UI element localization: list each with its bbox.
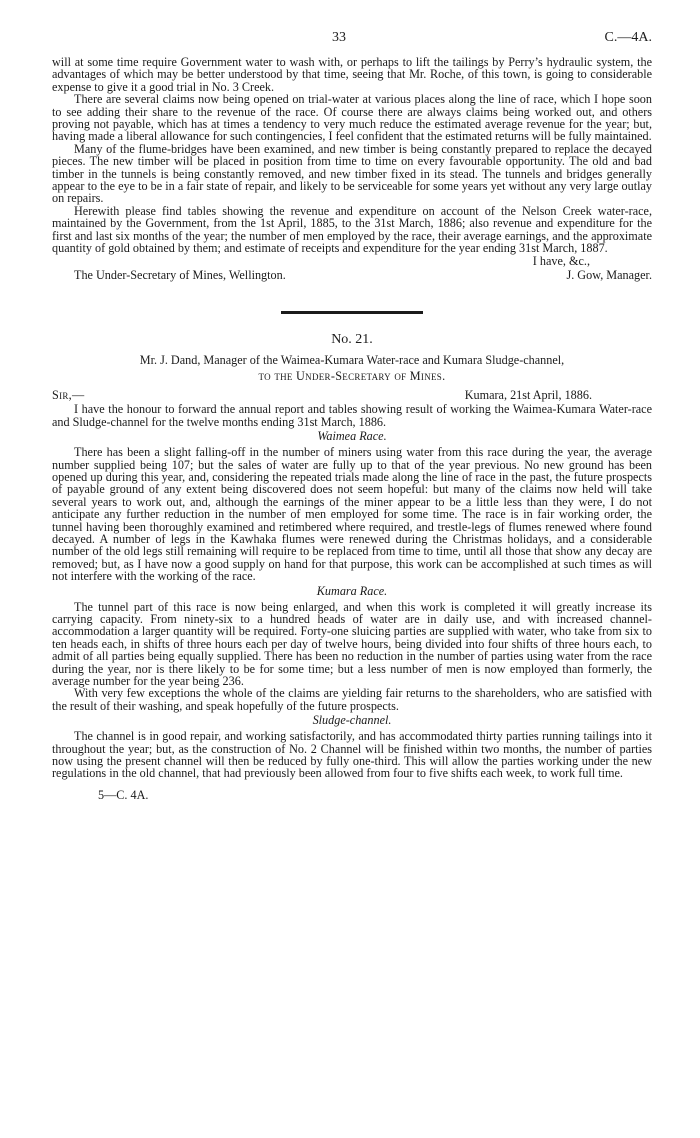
document-reference: C.—4A. bbox=[604, 30, 652, 45]
document-number: No. 21. bbox=[331, 331, 373, 347]
heading-kumara-race: Kumara Race. bbox=[316, 583, 388, 598]
paragraph-flume-bridges: Many of the flume-bridges have been examined, and new timber is being constantly prepared to replace the decayed pieces. The new timber will be placed in position from time to time on every favourable opportunity. The old and bad timber in the tunnels is being constantly removed, and new timber fixed in its stead. The tunnels and bridges generally appear to the eye to be in a fair state of repair, and likely to be serviceable for some years yet without any very large outlay on repairs. bbox=[52, 141, 652, 206]
place-date: Kumara, 21st April, 1886. bbox=[464, 388, 592, 403]
heading-waimea-race: Waimea Race. bbox=[317, 429, 387, 444]
signature-line bbox=[52, 269, 652, 283]
document-page bbox=[52, 30, 652, 803]
addressee: The Under-Secretary of Mines, Wellington. bbox=[74, 267, 286, 282]
signoff: I have, &c., bbox=[532, 253, 590, 268]
signoff-line bbox=[52, 255, 652, 268]
paragraph-continued: will at some time require Government water to wash with, or perhaps to lift the tailings by Perry’s hydraulic system, the advantages of which may be better understood by that time, seeing that Mr. Roche, of this town, is going to considerable expense to give it a good trial in No. 3 Creek. bbox=[52, 55, 652, 94]
paragraph-intro: I have the honour to forward the annual report and tables showing result of working the Waimea-Kumara Water-race and Sludge-channel for the twelve months ending 31st March, 1886. bbox=[52, 402, 652, 429]
salutation: Sir,— bbox=[52, 388, 85, 403]
paragraph-kumara-2: With very few exceptions the whole of the claims are yielding fair returns to the shareholders, who are satisfied with the result of their washing, and speak hopefully of the future prospects. bbox=[52, 686, 652, 713]
paragraph-sludge: The channel is in good repair, and working satisfactorily, and has accommodated thirty parties running tailings into it throughout the year; but, as the construction of No. 2 Channel will be finished within two months, the number of parties now using the present channel will then be reduced by fully one-third. This will allow the parties working under the new regulations in the old channel, that had previously been allowed from four to five shifts each week, to work full time. bbox=[52, 729, 652, 781]
paragraph-tables: Herewith please find tables showing the revenue and expenditure on account of the Nelson Creek water-race, maintained by the Government, from the 1st April, 1885, to the 31st March, 1886; also revenue and expenditure for the first and last six months of the year; the number of men employed by the race, their average earnings, and the approximate quantity of gold obtained by them; and estimate of receipts and expenditure for the year ending 31st March, 1887. bbox=[52, 203, 652, 256]
signature: J. Gow, Manager. bbox=[566, 267, 652, 282]
paragraph-kumara-1: The tunnel part of this race is now being enlarged, and when this work is completed it will greatly increase its carrying capacity. From ninety-six to a hundred heads of water are in daily use, and with increased channel-accommodation a larger quantity will be required. Forty-one sluicing parties are supplied with water, who take from six to ten heads each, in shifts of three hours each per day of twelve hours, being divided into four shifts of three hours each, to admit of all parties being equally supplied. There has been no reduction in the number of parties using water from the race during the year, nor is there likely to be for some time; but a less number of men is now employed than formerly, the average number for the year being 236. bbox=[52, 599, 652, 689]
heading-sludge-channel: Sludge-channel. bbox=[312, 713, 392, 728]
page-header bbox=[52, 30, 652, 56]
salutation-line bbox=[52, 388, 652, 403]
page-number: 33 bbox=[332, 30, 346, 45]
letter-to-line: to the Under-Secretary of Mines. bbox=[258, 368, 446, 383]
section-divider bbox=[281, 311, 423, 314]
page-footer: 5—C. 4A. bbox=[98, 787, 149, 802]
letter-from-line: Mr. J. Dand, Manager of the Waimea-Kumara Water-race and Kumara Sludge-channel, bbox=[139, 352, 565, 367]
paragraph-waimea: There has been a slight falling-off in the number of miners using water from this race during the year, the average number supplied being 107; but the sales of water are fully up to that of the year previous. No new ground has been opened up during this year, and, considering the repeated trials made along the line of race in the past, the future prospects of payable ground of any extent being discovered does not seem hopeful: but many of the claims now held will take several years to work out, and, although the earnings of the miner appear to be a little less than they were, I do not anticipate any further reduction in the number of men employed for some time. The race is in fair working order, the tunnel having been thoroughly examined and retimbered where required, and trestle-legs of flumes renewed where found decayed. A number of legs in the Kawhaka flumes were renewed during the Christmas holidays, and a considerable number of the old legs still remaining will require to be replaced from time to time, until all those that show any decay are removed; but, as I have now a good supply on hand for that purpose, this work can be accomplished at such times as will not interfere with the working of the race. bbox=[52, 445, 652, 584]
paragraph-trial-water: There are several claims now being opened on trial-water at various places along the line of race, which I hope soon to see adding their share to the revenue of the race. Of course there are always claims being worked out, and others proving not payable, which has at times a tendency to very much reduce the estimated average revenue for the year; but, having made a liberal allowance for such contingencies, I feel confident that the estimated returns will be fully maintained. bbox=[52, 92, 652, 144]
